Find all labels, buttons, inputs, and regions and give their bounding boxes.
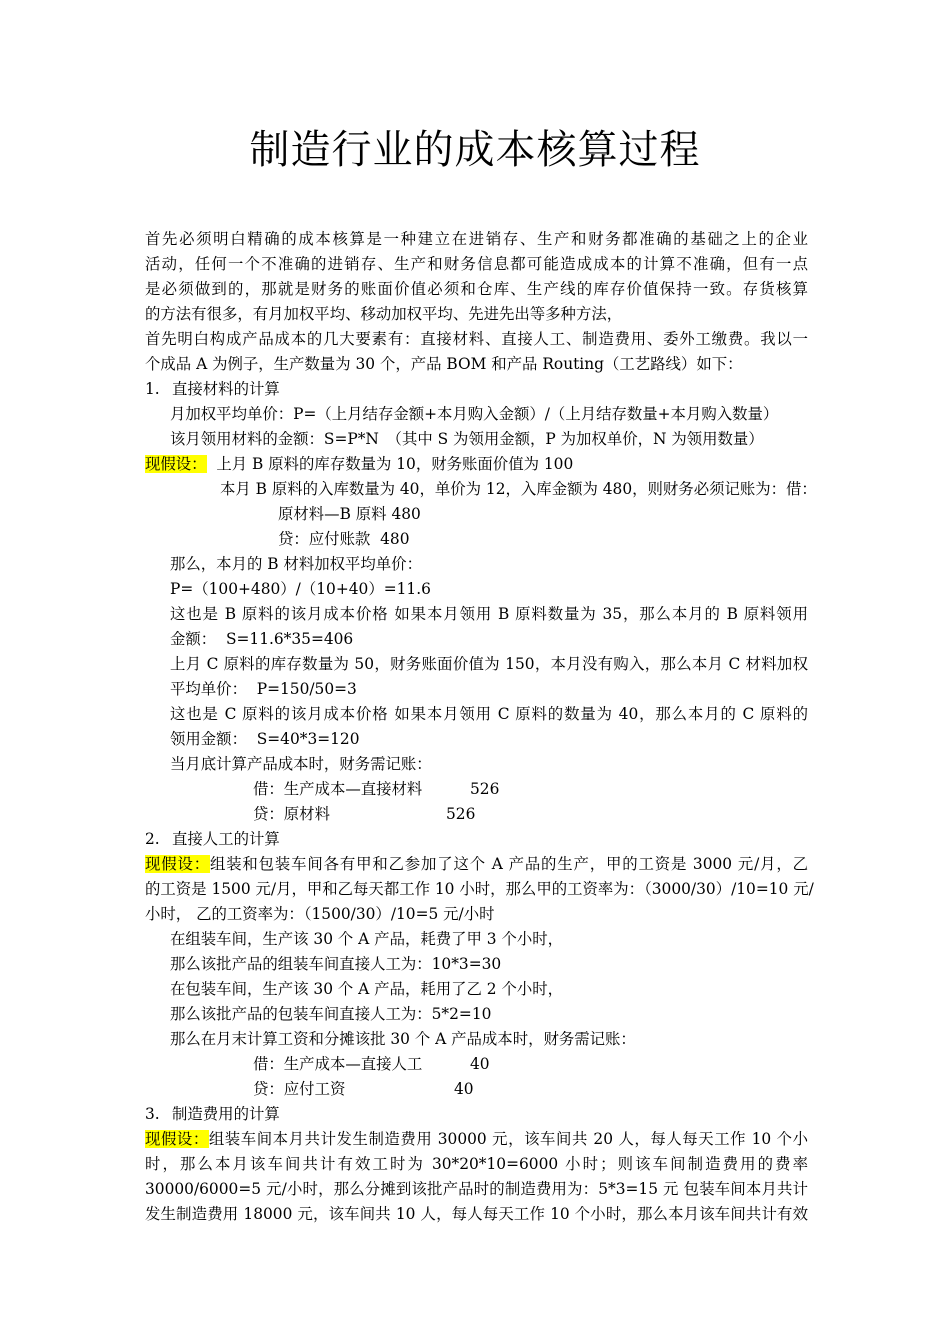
body-line: 那么该批产品的组装车间直接人工为：10*3=30 bbox=[170, 955, 502, 973]
body-line: 时，那么本月该车间共计有效工时为 30*20*10=6000 小时；则该车间制造费用的费率 bbox=[145, 1155, 808, 1173]
journal-debit: 原材料—B 原料 480 bbox=[278, 505, 421, 523]
body-line: 发生制造费用 18000 元，该车间共 10 人，每人每天工作 10 个小时，那么本月该车间共计有效 bbox=[145, 1205, 808, 1223]
formula-weighted-price: 月加权平均单价：P=（上月结存金额+本月购入金额）/（上月结存数量+本月购入数量） bbox=[170, 405, 779, 423]
assumption-line bbox=[145, 453, 573, 478]
journal-credit-amount: 40 bbox=[454, 1080, 474, 1098]
section-heading-text: 直接人工的计算 bbox=[172, 830, 280, 848]
body-line: 30000/6000=5 元/小时，那么分摊到该批产品时的制造费用为：5*3=15 元 包装车间本月共计 bbox=[145, 1180, 808, 1198]
body-line: 那么，本月的 B 材料加权平均单价： bbox=[170, 555, 422, 573]
section-heading-text: 直接材料的计算 bbox=[172, 380, 280, 398]
body-line: 平均单价： P=150/50=3 bbox=[170, 680, 357, 698]
body-line: 小时， 乙的工资率为：（1500/30）/10=5 元/小时 bbox=[145, 905, 495, 923]
body-line: 在包装车间，生产该 30 个 A 产品，耗用了乙 2 个小时， bbox=[170, 980, 564, 998]
assumption-label: 现假设： bbox=[145, 1130, 209, 1148]
body-line: 在组装车间，生产该 30 个 A 产品，耗费了甲 3 个小时， bbox=[170, 930, 564, 948]
journal-debit-label: 借：生产成本—直接人工 bbox=[253, 1055, 423, 1073]
section-number: 3. bbox=[145, 1105, 160, 1123]
section-heading-3 bbox=[145, 1103, 280, 1128]
section-heading-2 bbox=[145, 828, 280, 853]
assumption-label: 现假设： bbox=[145, 855, 210, 873]
assumption-line bbox=[145, 853, 808, 878]
body-line: 这也是 B 原料的该月成本价格 如果本月领用 B 原料数量为 35，那么本月的 B 原料领用 bbox=[170, 605, 808, 623]
section-number: 1. bbox=[145, 380, 160, 398]
body-line: P=（100+480）/（10+40）=11.6 bbox=[170, 580, 431, 598]
journal-credit-amount: 526 bbox=[446, 805, 476, 823]
page-title: 制造行业的成本核算过程 bbox=[249, 127, 701, 173]
assumption-text: 上月 B 原料的库存数量为 10，财务账面价值为 100 bbox=[216, 455, 574, 473]
journal-credit-label: 贷：应付工资 bbox=[253, 1080, 346, 1098]
assumption-text: 组装和包装车间各有甲和乙参加了这个 A 产品的生产，甲的工资是 3000 元/月，乙 bbox=[209, 855, 808, 873]
assumption-line bbox=[145, 1128, 808, 1153]
journal-credit: 贷：应付账款 480 bbox=[278, 530, 410, 548]
intro-line: 是必须做到的，那就是财务的账面价值必须和仓库、生产线的库存价值保持一致。存货核算 bbox=[145, 280, 808, 298]
intro-line: 个成品 A 为例子，生产数量为 30 个，产品 BOM 和产品 Routing（工艺路线）如下： bbox=[145, 355, 743, 373]
body-line: 的工资是 1500 元/月，甲和乙每天都工作 10 小时，那么甲的工资率为：（3000/30）/10=10 元/ bbox=[145, 880, 814, 898]
body-line: 本月 B 原料的入库数量为 40，单价为 12，入库金额为 480，则财务必须记账为：借： bbox=[220, 480, 817, 498]
formula-issue-amount: 该月领用材料的金额：S=P*N （其中 S 为领用金额，P 为加权单价，N 为领用数量） bbox=[170, 430, 764, 448]
body-line: 那么在月末计算工资和分摊该批 30 个 A 产品成本时，财务需记账： bbox=[170, 1030, 636, 1048]
journal-debit-amount: 40 bbox=[470, 1055, 490, 1073]
assumption-label: 现假设： bbox=[145, 455, 207, 473]
section-heading-text: 制造费用的计算 bbox=[172, 1105, 280, 1123]
journal-debit-amount: 526 bbox=[470, 780, 500, 798]
section-heading-1 bbox=[145, 378, 280, 403]
body-line: 上月 C 原料的库存数量为 50，财务账面价值为 150，本月没有购入，那么本月 C 材料加权 bbox=[170, 655, 808, 673]
journal-credit-label: 贷：原材料 bbox=[253, 805, 330, 823]
body-line: 这也是 C 原料的该月成本价格 如果本月领用 C 原料的数量为 40，那么本月的 C 原料的 bbox=[170, 705, 808, 723]
assumption-text: 组装车间本月共计发生制造费用 30000 元，该车间共 20 人，每人每天工作 10 个小 bbox=[208, 1130, 808, 1148]
body-line: 领用金额： S=40*3=120 bbox=[170, 730, 360, 748]
intro-line: 活动，任何一个不准确的进销存、生产和财务信息都可能造成成本的计算不准确，但有一点 bbox=[145, 255, 808, 273]
journal-debit-label: 借：生产成本—直接材料 bbox=[253, 780, 423, 798]
body-line: 金额： S=11.6*35=406 bbox=[170, 630, 354, 648]
body-line: 那么该批产品的包装车间直接人工为：5*2=10 bbox=[170, 1005, 492, 1023]
intro-line: 首先明白构成产品成本的几大要素有：直接材料、直接人工、制造费用、委外工缴费。我以一 bbox=[145, 330, 808, 348]
body-line: 当月底计算产品成本时，财务需记账： bbox=[170, 755, 432, 773]
intro-line: 的方法有很多，有月加权平均、移动加权平均、先进先出等多种方法， bbox=[145, 305, 623, 323]
section-number: 2. bbox=[145, 830, 160, 848]
intro-line: 首先必须明白精确的成本核算是一种建立在进销存、生产和财务都准确的基础之上的企业 bbox=[145, 230, 808, 248]
